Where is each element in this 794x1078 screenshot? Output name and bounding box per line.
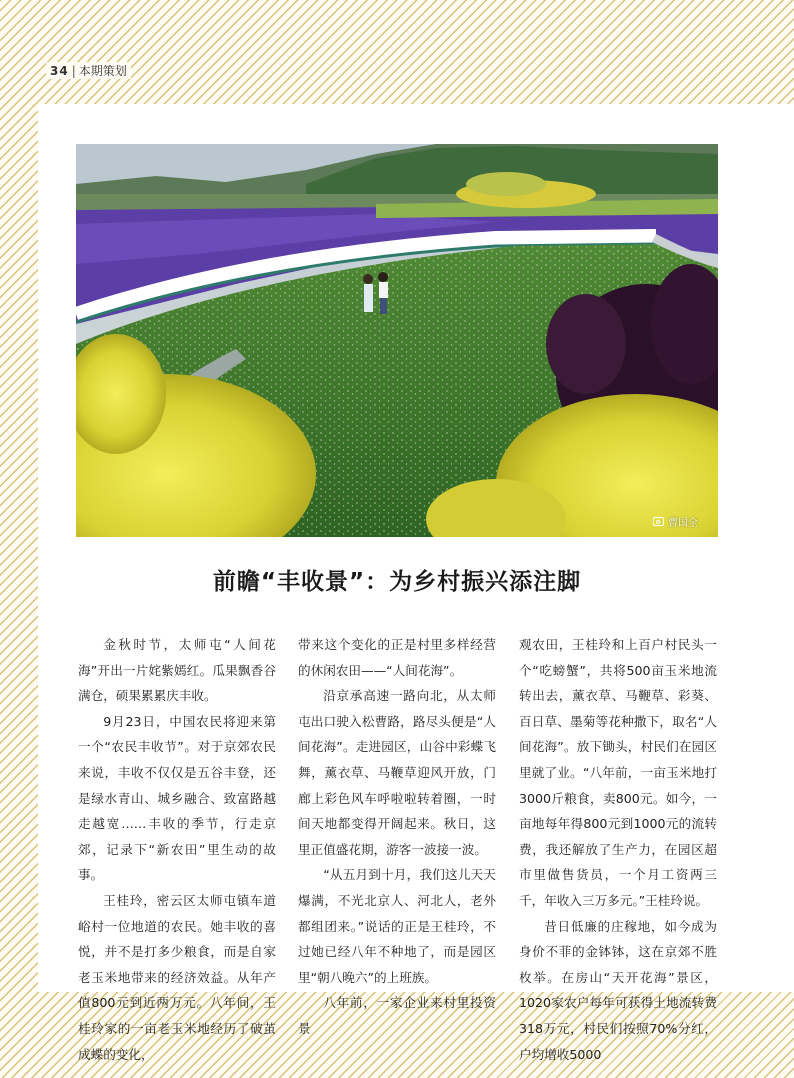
article-photo xyxy=(76,144,718,537)
paragraph: 观农田，王桂玲和上百户村民头一个“吃螃蟹”，共将500亩玉米地流转出去，薰衣草、马鞭草、彩葵、百日草、墨菊等花种撒下，取名“人间花海”。放下锄头，村民们在园区里就了业。“八年前，一亩玉米地打3000斤粮食，卖800元。如今，一亩地每年得800元到1000元的流转费，我还解放了生产力，在园区超市里做售货员，一个月工资两三千，年收入三万多元。”王桂玲说。 xyxy=(519,637,717,908)
article-title: 前瞻“丰收景”：为乡村振兴添注脚 xyxy=(212,569,582,595)
paragraph: 沿京承高速一路向北，从太师屯出口驶入松曹路，路尽头便是“人间花海”。走进园区，山谷中彩蝶飞舞，薰衣草、马鞭草迎风开放，门廊上彩色风车呼啦啦转着圈，一时间天地都变得开阔起来。秋日，这里正值盛花期，游客一波接一波。 xyxy=(298,688,496,857)
paragraph: 昔日低廉的庄稼地，如今成为身价不菲的金钵钵，这在京郊不胜枚举。在房山“天开花海”景区，1020家农户每年可获得土地流转费318万元，村民们按照70%分红，户均增收5000 xyxy=(519,918,717,1062)
article-column-3 xyxy=(519,632,717,1067)
header-separator: | xyxy=(71,64,76,78)
paragraph: “从五月到十月，我们这儿天天爆满，不光北京人、河北人，老外都组团来。”说话的正是王桂玲，不过她已经八年不种地了，而是园区里“朝八晚六”的上班族。 xyxy=(298,867,496,985)
section-name: 本期策划 xyxy=(78,64,127,78)
page-number: 34 xyxy=(50,64,69,78)
paragraph: 9月23日，中国农民将迎来第一个“农民丰收节”。对于京郊农民来说，丰收不仅仅是五谷丰登，还是绿水青山、城乡融合、致富路越走越宽……丰收的季节，行走京郊，记录下“新农田”里生动的故事。 xyxy=(78,713,276,883)
paragraph: 八年前，一家企业来村里投资景 xyxy=(298,995,496,1036)
paragraph: 金秋时节，太师屯“人间花海”开出一片姹紫嫣红。瓜果飘香谷满仓，硕果累累庆丰收。 xyxy=(78,637,276,704)
article-column-2 xyxy=(298,632,496,1042)
article-column-1 xyxy=(78,632,276,1067)
paragraph: 王桂玲，密云区太师屯镇车道峪村一位地道的农民。她丰收的喜悦，并不是打多少粮食，而是自家老玉米地带来的经济效益。从年产值800元到近两万元。八年间，王桂玲家的一亩老玉米地经历了破茧成蝶的变化， xyxy=(78,892,276,1062)
page-header xyxy=(46,62,131,79)
camera-icon xyxy=(653,517,664,526)
paragraph: 带来这个变化的正是村里多样经营的休闲农田——“人间花海”。 xyxy=(298,637,496,678)
flower-field-illustration xyxy=(76,144,718,537)
photo-credit-name: 曹国全 xyxy=(668,518,698,529)
photo-credit xyxy=(653,514,698,529)
